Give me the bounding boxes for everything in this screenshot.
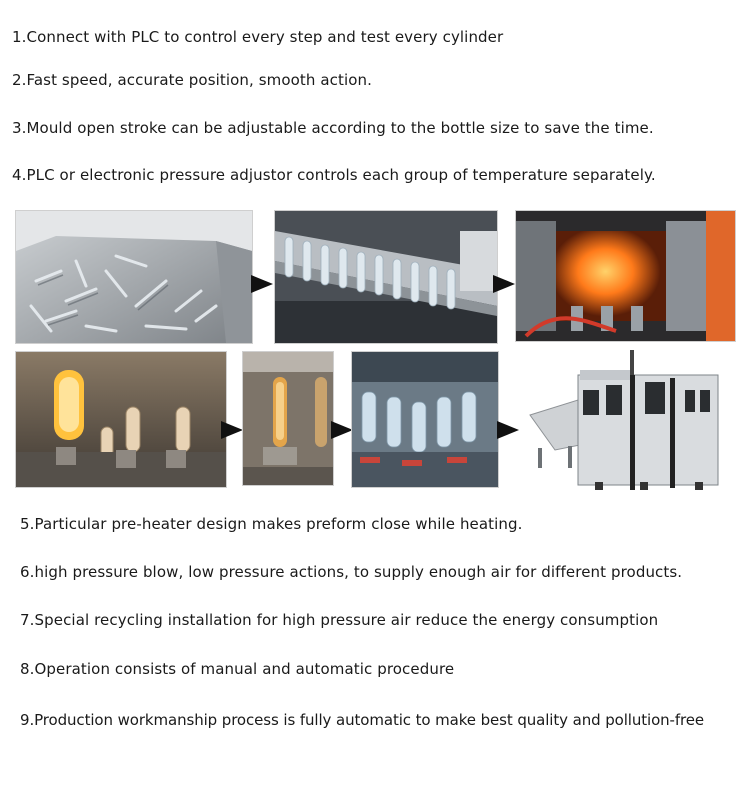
process-arrow-4 — [331, 421, 353, 439]
feature-8: 8.Operation consists of manual and automatic procedure — [20, 660, 455, 678]
process-arrow-5 — [497, 421, 519, 439]
feature-3: 3.Mould open stroke can be adjustable according to the bottle size to save the time. — [12, 119, 654, 137]
feature-5: 5.Particular pre-heater design makes preform close while heating. — [20, 515, 523, 533]
process-arrow-1 — [251, 275, 273, 293]
bottle-blowing-mould-photo — [242, 351, 334, 486]
process-arrow-3 — [221, 421, 243, 439]
heating-oven-photo — [515, 210, 736, 342]
feature-6: 6.high pressure blow, low pressure actions, to supply enough air for different products. — [20, 563, 683, 581]
preform-feeding-rail-photo — [274, 210, 498, 344]
blow-moulding-machine-photo — [520, 350, 735, 492]
feature-2: 2.Fast speed, accurate position, smooth action. — [12, 71, 373, 89]
feature-9: 9.Production workmanship process is fully automatic to make best quality and pollution-free — [20, 711, 705, 729]
feature-4: 4.PLC or electronic pressure adjustor controls each group of temperature separately. — [12, 166, 656, 184]
feature-7: 7.Special recycling installation for high pressure air reduce the energy consumption — [20, 611, 659, 629]
preform-heating-photo — [15, 351, 227, 488]
feature-1: 1.Connect with PLC to control every step and test every cylinder — [12, 28, 504, 46]
process-arrow-2 — [493, 275, 515, 293]
preform-hopper-photo — [15, 210, 253, 344]
bottle-output-conveyor-photo — [351, 351, 499, 488]
